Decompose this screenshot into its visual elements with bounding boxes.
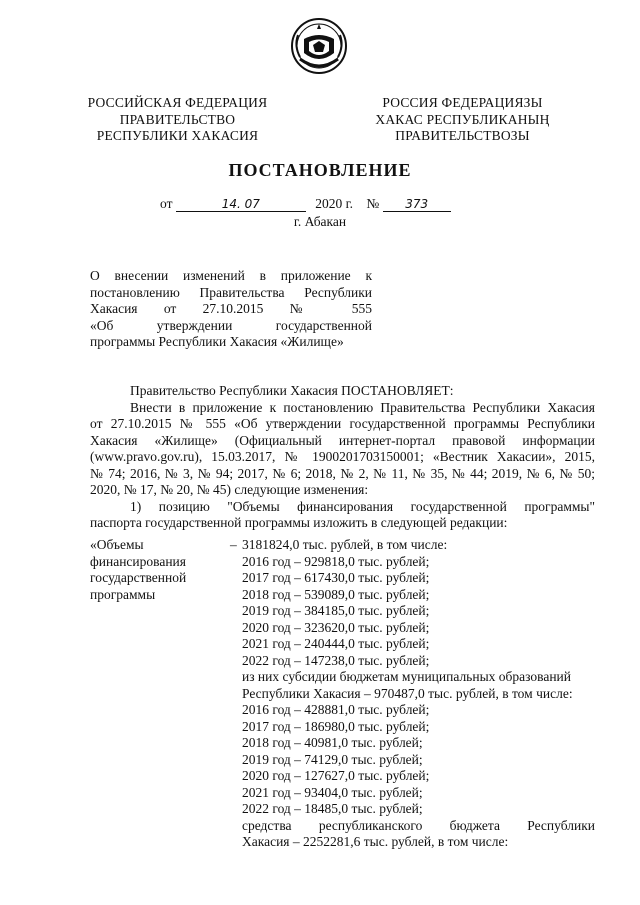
body-para1-line: 2020, № 17, № 20, № 45) следующие изменения:: [90, 482, 369, 497]
header-right-line-3: ПРАВИТЕЛЬСТВОЗЫ: [395, 128, 530, 143]
funding-line: 2017 год – 186980,0 тыс. рублей;: [242, 718, 430, 734]
document-title: ПОСТАНОВЛЕНИЕ: [228, 160, 412, 180]
header-right: [370, 95, 555, 145]
body-text: [90, 383, 595, 532]
subject-block: [90, 268, 372, 351]
city: г. Абакан: [293, 214, 347, 229]
body-para1-line: Внести в приложение к постановлению Правительства Республики Хакасия: [130, 399, 595, 415]
number-sign: №: [366, 196, 380, 211]
funding-line: 2021 год – 240444,0 тыс. рублей;: [242, 636, 430, 651]
date-prefix: от: [160, 196, 173, 211]
header-right-line-2: ХАКАС РЕСПУБЛИКАНЫҢ: [375, 111, 550, 127]
subject-line: «Об утверждении государственной: [90, 317, 372, 333]
funding-line: Хакасия – 2252281,6 тыс. рублей, в том числе:: [242, 834, 509, 849]
funding-line: Республики Хакасия – 970487,0 тыс. рублей, в том числе:: [242, 685, 573, 701]
funding-label: «Объемы финансирования государственной программы: [90, 537, 187, 602]
funding-line: 2022 год – 147238,0 тыс. рублей;: [242, 652, 430, 668]
funding-line: 2019 год – 384185,0 тыс. рублей;: [242, 603, 430, 618]
header-left-line-1: РОССИЙСКАЯ ФЕДЕРАЦИЯ: [87, 95, 268, 110]
body-para2-line: паспорта государственной программы изложить в следующей редакции:: [90, 515, 508, 530]
funding-line: 2020 год – 127627,0 тыс. рублей;: [242, 768, 430, 783]
funding-line: 3181824,0 тыс. рублей, в том числе:: [242, 537, 448, 552]
date-value: 14. 07: [176, 198, 306, 212]
body-para1-line: № 74; 2016, № 3, № 94; 2017, № 6; 2018, № 2, № 11, № 35, № 44; 2019, № 6, № 50;: [90, 465, 595, 481]
funding-line: 2016 год – 929818,0 тыс. рублей;: [242, 553, 430, 569]
subject-line: Хакасия от 27.10.2015 № 555: [90, 301, 372, 316]
header-left-line-2: ПРАВИТЕЛЬСТВО: [119, 111, 236, 127]
number-value: 373: [383, 198, 451, 212]
funding-line: 2016 год – 428881,0 тыс. рублей;: [242, 702, 430, 717]
subject-line: О внесении изменений в приложение к: [90, 268, 372, 283]
year-suffix: 2020 г.: [315, 196, 353, 211]
subject-line: постановлению Правительства Республики: [90, 284, 372, 300]
funding-dash: –: [230, 537, 237, 552]
funding-line: из них субсидии бюджетам муниципальных образований: [242, 669, 571, 684]
funding-line: 2020 год – 323620,0 тыс. рублей;: [242, 619, 430, 635]
subject-line: программы Республики Хакасия «Жилище»: [90, 334, 344, 349]
date-number-line: [160, 196, 490, 212]
funding-line: 2017 год – 617430,0 тыс. рублей;: [242, 570, 430, 585]
funding-line: средства республиканского бюджета Республики: [242, 817, 595, 833]
header-left: [85, 95, 270, 145]
funding-line: 2018 год – 40981,0 тыс. рублей;: [242, 735, 423, 750]
funding-line: 2022 год – 18485,0 тыс. рублей;: [242, 801, 423, 816]
funding-line: 2021 год – 93404,0 тыс. рублей;: [242, 784, 423, 800]
funding-line: 2018 год – 539089,0 тыс. рублей;: [242, 586, 430, 602]
header-left-line-3: РЕСПУБЛИКИ ХАКАСИЯ: [96, 128, 259, 143]
funding-line: 2019 год – 74129,0 тыс. рублей;: [242, 751, 423, 767]
body-para1-line: (www.pravo.gov.ru), 15.03.2017, № 1900201703150001; «Вестник Хакасии», 2015,: [90, 449, 595, 464]
coat-of-arms-emblem: [290, 15, 348, 77]
funding-lines: [242, 537, 595, 851]
header-right-line-1: РОССИЯ ФЕДЕРАЦИЯЗЫ: [382, 95, 543, 110]
body-decree-line: Правительство Республики Хакасия ПОСТАНОВЛЯЕТ:: [130, 383, 454, 398]
body-para2-line: 1) позицию "Объемы финансирования государственной программы": [130, 498, 595, 514]
body-para1-line: Хакасия «Жилище» (Официальный интернет-портал правовой информации: [90, 432, 595, 448]
body-para1-line: от 27.10.2015 № 555 «Об утверждении государственной программы Республики: [90, 416, 595, 431]
